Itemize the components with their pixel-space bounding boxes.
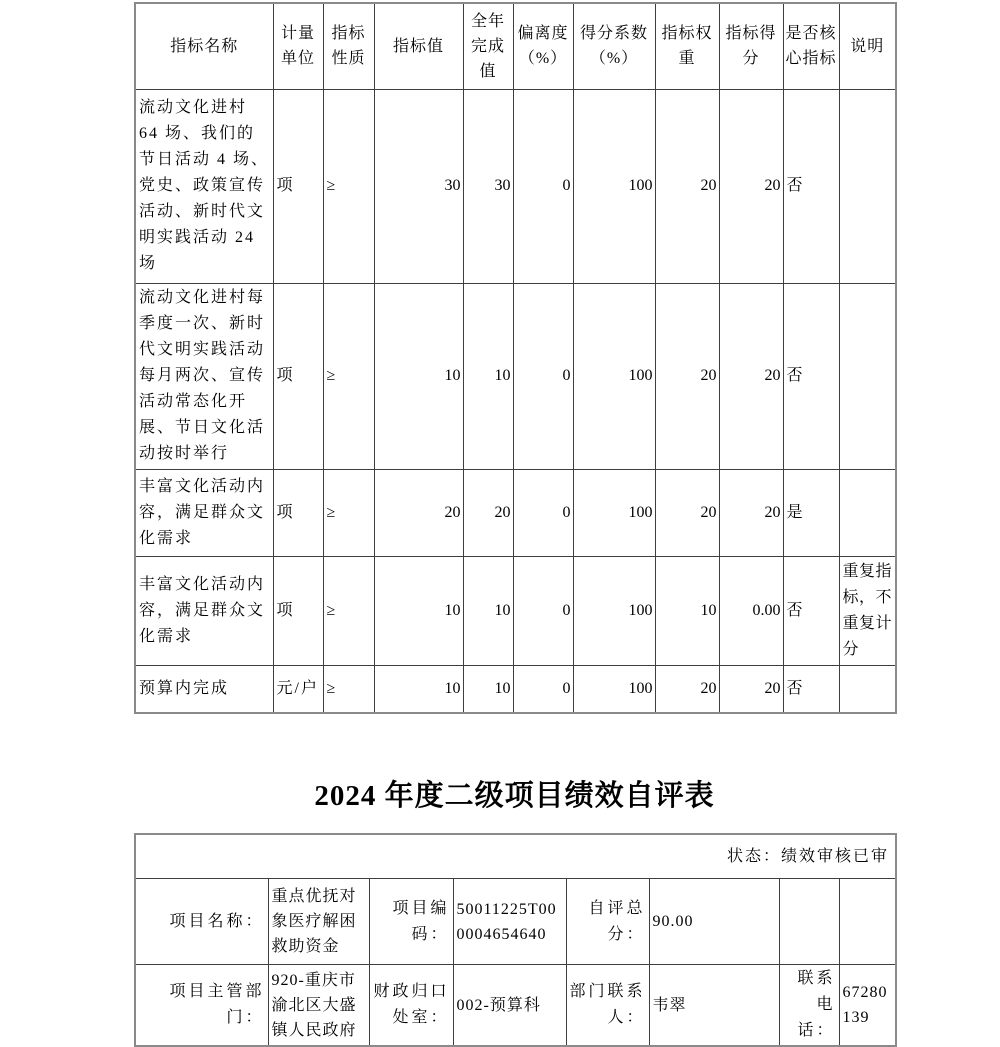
header-weight: 指标权重: [655, 3, 719, 89]
cell-note: [839, 469, 896, 556]
cell-nature: ≥: [323, 556, 374, 665]
cell-target-value: 30: [374, 89, 463, 283]
cell-nature: ≥: [323, 665, 374, 713]
cell-score: 20: [719, 665, 783, 713]
table-row: [135, 469, 896, 556]
cell-completed-value: 10: [463, 283, 513, 469]
cell-weight: 20: [655, 89, 719, 283]
cell-deviation: 0: [513, 283, 573, 469]
page-title: 2024 年度二级项目绩效自评表: [314, 780, 715, 812]
label-finance-office: 财政归口处室：: [369, 965, 453, 1047]
cell-indicator-name: 丰富文化活动内容，满足群众文化需求: [135, 469, 273, 556]
cell-indicator-name: 流动文化进村每季度一次、新时代文明实践活动每月两次、宣传活动常态化开展、节日文化活动按时举行: [135, 283, 273, 469]
cell-completed-value: 10: [463, 665, 513, 713]
header-completed-value: 全年完成值: [463, 3, 513, 89]
cell-target-value: 20: [374, 469, 463, 556]
cell-deviation: 0: [513, 665, 573, 713]
cell-completed-value: 10: [463, 556, 513, 665]
header-deviation: 偏离度（%）: [513, 3, 573, 89]
empty-cell: [779, 879, 839, 965]
header-note: 说明: [839, 3, 896, 89]
header-is-core: 是否核心指标: [783, 3, 839, 89]
status-row: [135, 834, 896, 879]
table-header-row: [135, 3, 896, 89]
cell-unit: 项: [273, 89, 323, 283]
cell-is-core: 是: [783, 469, 839, 556]
label-contact-phone: 联系电话：: [779, 965, 839, 1047]
label-project-code: 项目编码：: [369, 879, 453, 965]
project-info-table: [134, 833, 897, 1047]
cell-target-value: 10: [374, 665, 463, 713]
value-project-name: 重点优抚对象医疗解困救助资金: [268, 879, 369, 965]
table-row: [135, 283, 896, 469]
header-score: 指标得分: [719, 3, 783, 89]
header-unit: 计量单位: [273, 3, 323, 89]
cell-score: 20: [719, 89, 783, 283]
cell-deviation: 0: [513, 469, 573, 556]
header-score-coefficient: 得分系数（%）: [573, 3, 655, 89]
cell-unit: 元/户: [273, 665, 323, 713]
cell-nature: ≥: [323, 469, 374, 556]
cell-note: [839, 283, 896, 469]
cell-note: [839, 665, 896, 713]
empty-cell: [839, 879, 896, 965]
cell-score-coefficient: 100: [573, 665, 655, 713]
label-competent-department: 项目主管部门：: [135, 965, 268, 1047]
cell-indicator-name: 预算内完成: [135, 665, 273, 713]
cell-is-core: 否: [783, 283, 839, 469]
cell-is-core: 否: [783, 665, 839, 713]
value-project-code: 50011225T000004654640: [453, 879, 566, 965]
cell-unit: 项: [273, 469, 323, 556]
value-finance-office: 002-预算科: [453, 965, 566, 1047]
document-page: [134, 2, 895, 1047]
label-project-name: 项目名称：: [135, 879, 268, 965]
table-row: [135, 665, 896, 713]
cell-unit: 项: [273, 556, 323, 665]
cell-score: 0.00: [719, 556, 783, 665]
cell-indicator-name: 丰富文化活动内容，满足群众文化需求: [135, 556, 273, 665]
cell-note: [839, 89, 896, 283]
label-self-score: 自评总分：: [566, 879, 649, 965]
cell-indicator-name: 流动文化进村 64 场、我们的节日活动 4 场、党史、政策宣传活动、新时代文明实践活动 24 场: [135, 89, 273, 283]
cell-score-coefficient: 100: [573, 283, 655, 469]
value-contact-phone: 67280139: [839, 965, 896, 1047]
cell-deviation: 0: [513, 89, 573, 283]
cell-score-coefficient: 100: [573, 556, 655, 665]
table-row: [135, 879, 896, 965]
table-row: [135, 89, 896, 283]
cell-weight: 10: [655, 556, 719, 665]
cell-score: 20: [719, 283, 783, 469]
cell-score: 20: [719, 469, 783, 556]
header-indicator-name: 指标名称: [135, 3, 273, 89]
cell-is-core: 否: [783, 556, 839, 665]
cell-is-core: 否: [783, 89, 839, 283]
cell-score-coefficient: 100: [573, 469, 655, 556]
cell-completed-value: 20: [463, 469, 513, 556]
table-row: [135, 556, 896, 665]
value-competent-department: 920-重庆市渝北区大盛镇人民政府: [268, 965, 369, 1047]
cell-weight: 20: [655, 469, 719, 556]
indicator-score-table: [134, 2, 897, 714]
label-department-contact: 部门联系人：: [566, 965, 649, 1047]
header-target-value: 指标值: [374, 3, 463, 89]
value-department-contact: 韦翠: [649, 965, 779, 1047]
header-nature: 指标性质: [323, 3, 374, 89]
cell-nature: ≥: [323, 283, 374, 469]
table-row: [135, 965, 896, 1047]
cell-note: 重复指标，不重复计分: [839, 556, 896, 665]
cell-deviation: 0: [513, 556, 573, 665]
cell-unit: 项: [273, 283, 323, 469]
cell-score-coefficient: 100: [573, 89, 655, 283]
value-self-score: 90.00: [649, 879, 779, 965]
cell-completed-value: 30: [463, 89, 513, 283]
cell-nature: ≥: [323, 89, 374, 283]
cell-target-value: 10: [374, 283, 463, 469]
status-text: 状态：绩效审核已审: [135, 834, 896, 879]
cell-target-value: 10: [374, 556, 463, 665]
cell-weight: 20: [655, 665, 719, 713]
cell-weight: 20: [655, 283, 719, 469]
